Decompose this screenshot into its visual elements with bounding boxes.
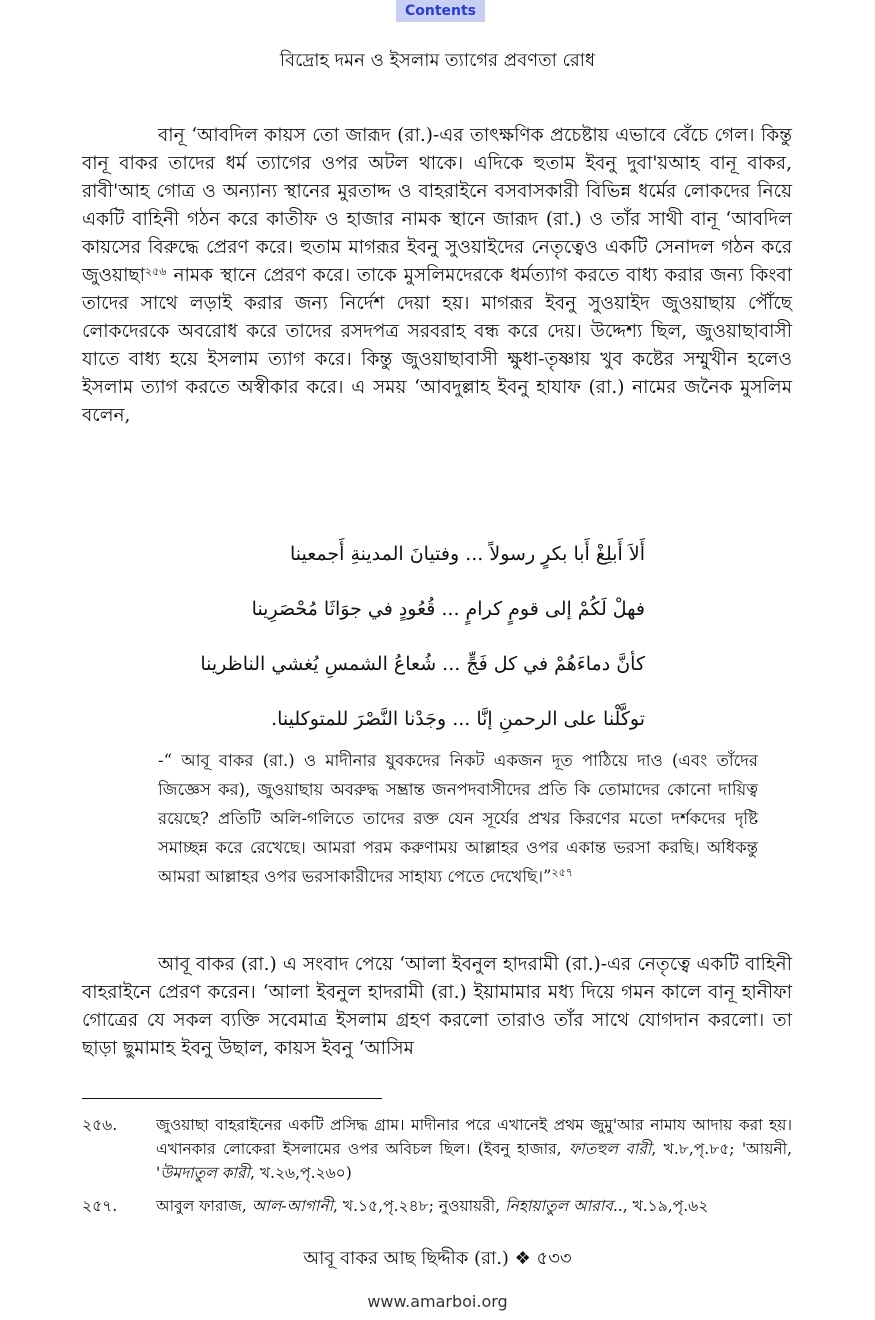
footnote-ref-257[interactable]: ২৫৭	[551, 866, 573, 879]
footnote-divider	[82, 1098, 382, 1099]
paragraph-1-text-a: বানূ ‘আবদিল কায়স তো জারূদ (রা.)-এর তাৎক্ষণিক প্রচেষ্টায় এভাবে বেঁচে গেল। কিন্তু বানূ বাকর তাদের ধর্ম ত্যাগের ওপর অটল থাকে। এদিকে হুতাম ইবনু দুবা'য়আহ বানূ বাকর, রাবী'আহ গোত্র ও অন্যান্য স্থানের মুরতাদ্দ ও বাহরাইনে বসবাসকারী বিভিন্ন ধর্মের লোকদের নিয়ে একটি বাহিনী গঠন করে কাতীফ ও হাজার নামক স্থানে জারূদ (রা.) ও তাঁর সাথী বানূ ‘আবদিল কায়সের বিরুদ্ধে প্রেরণ করে। হুতাম মাগরূর ইবনু সুওয়াইদের নেতৃত্বেও একটি সেনাদল গঠন করে জুওয়াছা	[82, 125, 792, 286]
paragraph-1	[82, 122, 792, 430]
footnote-text	[156, 1194, 792, 1218]
paragraph-1-text-b: নামক স্থানে প্রেরণ করে। তাকে মুসলিমদেরকে ধর্মত্যাগ করতে বাধ্য করার জন্য কিংবা তাদের সাথে লড়াই করার জন্য নির্দেশ দেয়া হয়। মাগরূর ইবনু সুওয়াইদ জুওয়াছায় পৌঁছে লোকদেরকে অবরোধ করে তাদের রসদপত্র সরবরাহ বন্ধ করে দেয়। উদ্দেশ্য ছিল, জুওয়াছাবাসী যাতে বাধ্য হয়ে ইসলাম ত্যাগ করে। কিন্তু জুওয়াছাবাসী ক্ষুধা-তৃষ্ণায় খুব কষ্টের সম্মুখীন হলেও ইসলাম ত্যাগ করতে অস্বীকার করে। এ সময় ‘আবদুল্লাহ ইবনু হাযাফ (রা.) নামের জনৈক মুসলিম বলেন,	[82, 265, 792, 426]
paragraph-2: আবূ বাকর (রা.) এ সংবাদ পেয়ে ‘আলা ইবনুল হাদরামী (রা.)-এর নেতৃত্বে একটি বাহিনী বাহরাইনে প্রেরণ করেন। ‘আলা ইবনুল হাদরামী (রা.) ইয়ামামার মধ্য দিয়ে গমন কালে বানূ হানীফা গোত্রের যে সকল ব্যক্তি সবেমাত্র ইসলাম গ্রহণ করলো তারাও তাঁর সাথে যোগদান করলো। তা ছাড়া ছুমামাহ ইবনু উছাল, কায়স ইবনু ‘আসিম	[82, 954, 792, 1059]
poem-line-2: فهلْ لَكُمْ إلى قومٍ كرامٍ ... قُعُودٍ في جوَاثَا مُحْصَرِينا	[251, 598, 645, 620]
footnote-256	[82, 1113, 792, 1185]
footnote-text	[156, 1113, 792, 1185]
footnote-number: ২৫৭.	[82, 1197, 118, 1215]
footnote-257	[82, 1194, 792, 1218]
contents-button[interactable]: Contents	[396, 0, 485, 22]
footnote-source-title: আল-আগানী	[251, 1197, 334, 1215]
page-header: বিদ্রোহ দমন ও ইসলাম ত্যাগের প্রবণতা রোধ	[279, 50, 596, 71]
translation-text: -“ আবূ বাকর (রা.) ও মাদীনার যুবকদের নিকট একজন দূত পাঠিয়ে দাও (এবং তাঁদের জিজ্ঞেস কর), জুওয়াছায় অবরুদ্ধ সম্ভ্রান্ত জনপদবাসীদের প্রতি কি তোমাদের কোনো দায়িত্ব রয়েছে? প্রতিটি অলি-গলিতে তাদের রক্ত যেন সূর্যের প্রখর কিরণের মতো দর্শকদের দৃষ্টি সমাচ্ছন্ন করে রেখেছে। আমরা পরম করুণাময় আল্লাহর ওপর একান্ত ভরসা করছি। অধিকন্তু আমরা আল্লাহর ওপর ভরসাকারীদের সাহায্য পেতে দেখেছি।”	[158, 751, 758, 886]
footnote-text-part: , খ.১৫,পৃ.২৪৮; নুওয়ায়রী,	[333, 1197, 506, 1215]
footnote-text-part: আবুল ফারাজ,	[156, 1197, 252, 1215]
footnote-text-part: , খ.১৯,পৃ.৬২	[622, 1197, 709, 1215]
footnote-number: ২৫৬.	[82, 1116, 118, 1134]
footnote-text-part: , খ.২৬,পৃ.২৬০)	[250, 1164, 352, 1182]
poem-line-1: أَلاَ أَبلِغْ أَبا بكرٍ رسولاً ... وفتيانَ المدينةِ أَجمعينا	[289, 543, 645, 565]
poem-line-3: كأنَّ دماءَهُمْ في كل فَجٍّ ... شُعاعُ الشمسِ يُغشي الناظرينا	[200, 653, 645, 675]
footnote-text-part: জুওয়াছা বাহরাইনের একটি প্রসিদ্ধ গ্রাম। মাদীনার পরে এখানেই প্রথম জুমু'আর নামায আদায় করা হয়। এখানকার লোকেরা ইসলামের ওপর অবিচল ছিল। (ইবনু হাজার,	[156, 1116, 792, 1158]
poem-line-4: توكَّلْنا على الرحمنِ إنَّا ... وجَدْنا النَّصْرَ للمتوكلينا.	[271, 708, 645, 730]
footnote-source-title: 'উমদাতুল কারী	[156, 1164, 250, 1182]
footnote-source-title: নিহায়াতুল আরাব..	[505, 1197, 623, 1215]
site-url[interactable]: www.amarboi.org	[367, 1292, 508, 1311]
page-footer: আবূ বাকর আছ ছিদ্দীক (রা.) ❖ ৫৩৩	[303, 1248, 572, 1269]
translation-block	[158, 746, 758, 891]
footnote-text-part: , খ.৮,পৃ.৮৫; 'আয়নী,	[651, 1140, 792, 1158]
footnote-ref-256[interactable]: ২৫৬	[145, 265, 167, 278]
footnote-source-title: ফাতহুল বারী	[568, 1140, 652, 1158]
